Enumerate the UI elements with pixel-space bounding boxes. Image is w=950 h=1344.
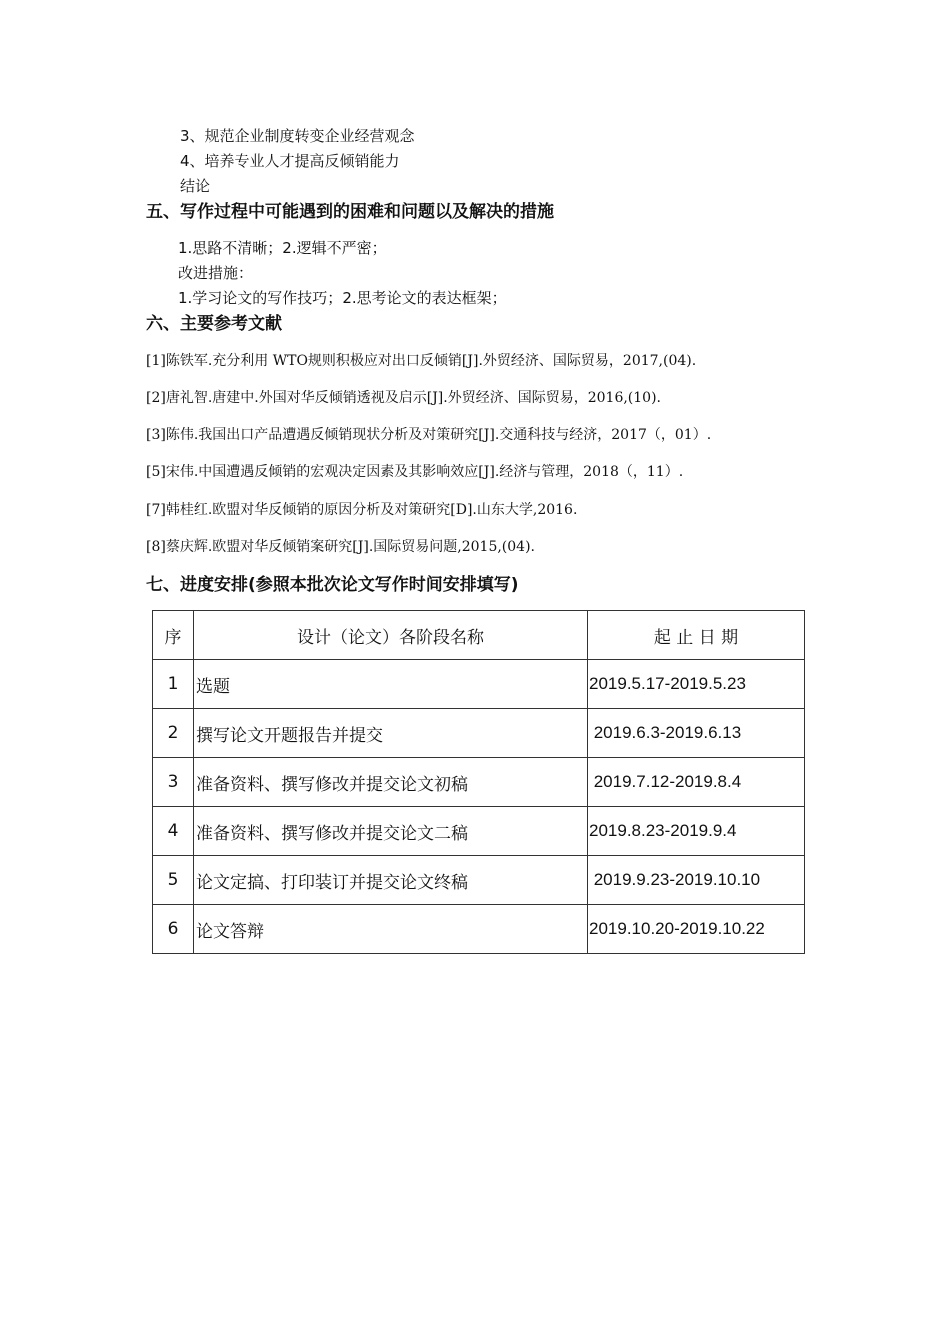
reference-item: [7]韩桂红.欧盟对华反倾销的原因分析及对策研究[D].山东大学,2016. [146,502,578,518]
row-no: 5 [153,856,194,905]
outline-item-4: 4、培养专业人才提高反倾销能力 [180,152,400,170]
row-no: 4 [153,807,194,856]
schedule-table [152,610,805,954]
header-no: 序 [153,611,194,660]
reference-item: [3]陈伟.我国出口产品遭遇反倾销现状分析及对策研究[J].交通科技与经济，2017（，01）. [146,427,712,443]
section-5-heading: 五、写作过程中可能遇到的困难和问题以及解决的措施 [146,202,554,222]
reference-item: [2]唐礼智.唐建中.外国对华反倾销透视及启示[J].外贸经济、国际贸易，2016,(10). [146,390,661,406]
section-5-measures: 1.学习论文的写作技巧；2.思考论文的表达框架； [178,289,507,307]
row-date: 2019.8.23-2019.9.4 [588,807,805,856]
row-no: 3 [153,758,194,807]
table-row [153,660,805,709]
row-date: 2019.10.20-2019.10.22 [588,905,805,954]
table-row [153,905,805,954]
reference-item: [5]宋伟.中国遭遇反倾销的宏观决定因素及其影响效应[J].经济与管理，2018（，11）. [146,464,684,480]
row-date: 2019.9.23-2019.10.10 [588,856,805,905]
section-6-heading: 六、主要参考文献 [146,314,282,334]
row-date: 2019.6.3-2019.6.13 [588,709,805,758]
row-stage-name: 撰写论文开题报告并提交 [194,709,588,758]
row-stage-name: 准备资料、撰写修改并提交论文二稿 [194,807,588,856]
row-stage-name: 选题 [194,660,588,709]
row-no: 2 [153,709,194,758]
row-date: 2019.5.17-2019.5.23 [588,660,805,709]
header-date-range: 起 止 日 期 [588,611,805,660]
section-7-heading: 七、进度安排(参照本批次论文写作时间安排填写) [146,575,519,595]
row-no: 6 [153,905,194,954]
row-stage-name: 论文答辩 [194,905,588,954]
table-row [153,807,805,856]
reference-item: [1]陈铁军.充分利用 WTO规则积极应对出口反倾销[J].外贸经济、国际贸易，2017,(04). [146,353,697,369]
header-stage-name: 设计（论文）各阶段名称 [194,611,588,660]
row-stage-name: 论文定搞、打印装订并提交论文终稿 [194,856,588,905]
outline-item-3: 3、规范企业制度转变企业经营观念 [180,127,415,145]
section-5-measures-label: 改进措施： [178,264,254,282]
outline-item-conclusion: 结论 [180,177,211,195]
table-row [153,758,805,807]
row-no: 1 [153,660,194,709]
table-row [153,856,805,905]
row-stage-name: 准备资料、撰写修改并提交论文初稿 [194,758,588,807]
section-5-problems: 1.思路不清晰；2.逻辑不严密； [178,239,387,257]
table-row [153,709,805,758]
row-date: 2019.7.12-2019.8.4 [588,758,805,807]
reference-item: [8]蔡庆辉.欧盟对华反倾销案研究[J].国际贸易问题,2015,(04). [146,539,535,555]
table-header-row [153,611,805,660]
